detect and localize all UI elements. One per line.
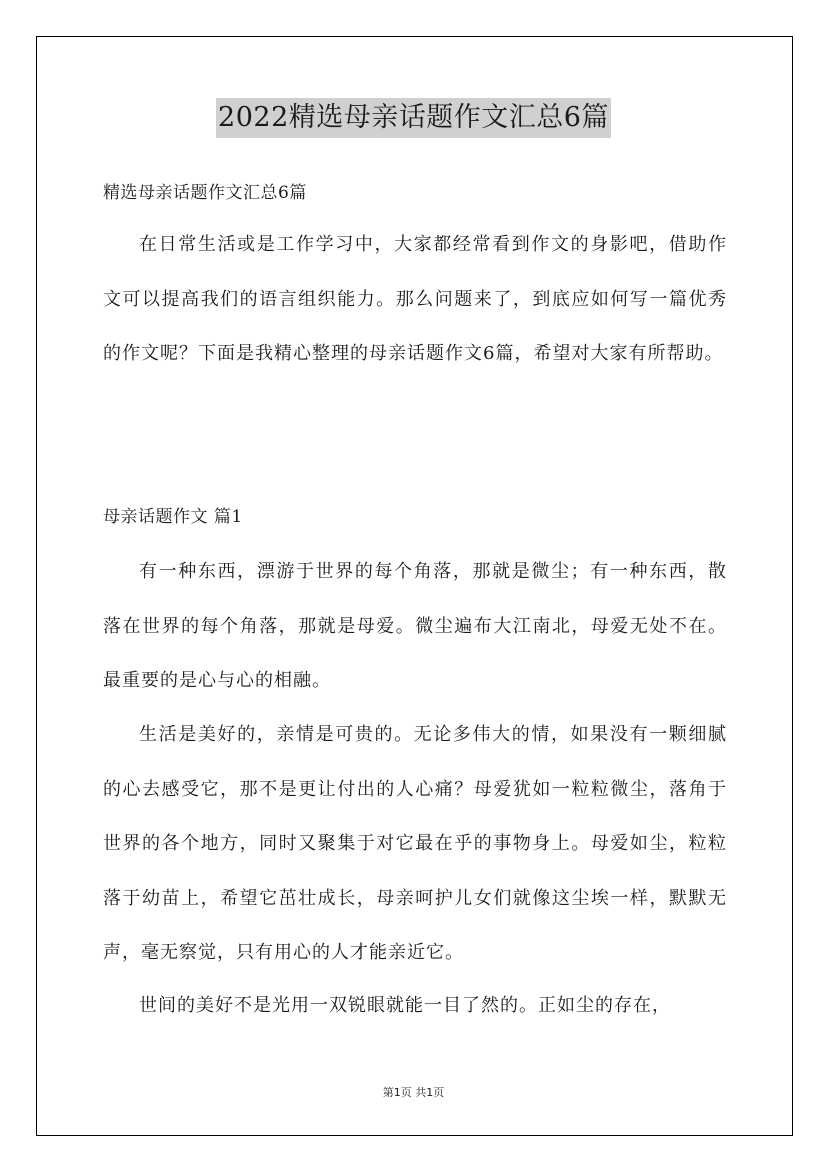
intro-paragraph: 在日常生活或是工作学习中，大家都经常看到作文的身影吧，借助作文可以提高我们的语言组织能力。那么问题来了，到底应如何写一篇优秀的作文呢？下面是我精心整理的母亲话题作文6篇，希望对大家有所帮助。 [103, 234, 727, 364]
document-subtitle: 精选母亲话题作文汇总6篇 [103, 183, 307, 203]
body-paragraph-1: 有一种东西，漂游于世界的每个角落，那就是微尘；有一种东西，散落在世界的每个角落，那就是母爱。微尘遍布大江南北，母爱无处不在。最重要的是心与心的相融。 [103, 561, 727, 691]
body-paragraph-2: 生活是美好的，亲情是可贵的。无论多伟大的情，如果没有一颗细腻的心去感受它，那不是更让付出的人心痛？母爱犹如一粒粒微尘，落角于世界的各个地方，同时又聚集于对它最在乎的事物身上。母爱如尘，粒粒落于幼苗上，希望它茁壮成长，母亲呵护儿女们就像这尘埃一样，默默无声，毫无察觉，只有用心的人才能亲近它。 [103, 724, 727, 963]
title-container [0, 98, 827, 138]
section-heading: 母亲话题作文 篇1 [103, 507, 243, 527]
body-paragraph-3: 世间的美好不是光用一双锐眼就能一目了然的。正如尘的存在， [139, 995, 671, 1016]
document-title: 2022精选母亲话题作文汇总6篇 [216, 98, 611, 138]
page-footer: 第1页 共1页 [382, 1086, 445, 1099]
